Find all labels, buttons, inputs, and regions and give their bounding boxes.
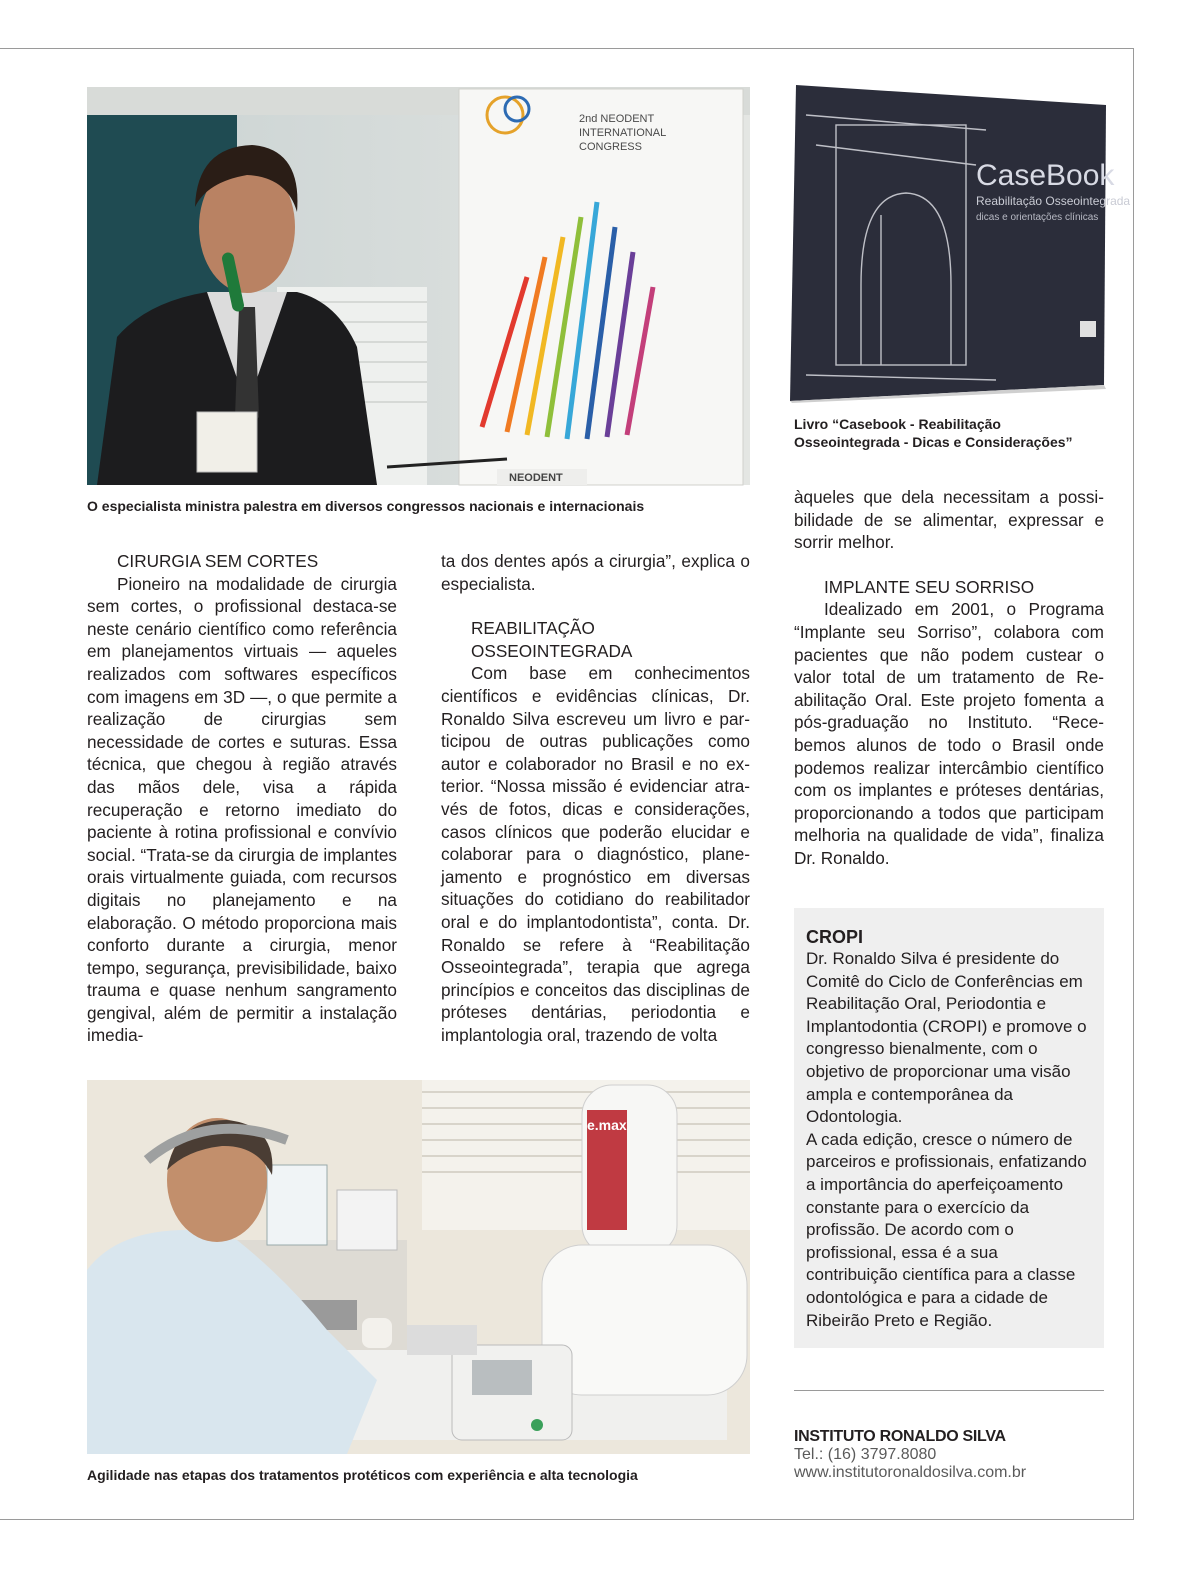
paragraph-continuation-col3: àqueles que dela necessitam a possibilidade de se alimentar, expressar e sorrir melhor. bbox=[794, 487, 1104, 553]
lab-photo-caption: Agilidade nas etapas dos tratamentos protéticos com experiência e alta tecnologia bbox=[87, 1467, 638, 1483]
section-heading-implante: IMPLANTE SEU SORRISO bbox=[824, 576, 1035, 597]
institute-phone: Tel.: (16) 3797.8080 bbox=[794, 1446, 937, 1463]
paragraph-reabilitacao: Com base em conhecimentos científicos e evidências clínicas, Dr. Ronaldo Silva escreveu um livro e participou de outras publicações como autor e colaborador no Brasil e no exterior. “Nossa missão é evidenciar através de fotos, dicas e considerações, casos clínicos que poderão elucidar e colaborar para o diagnóstico, planejamento e prognóstico em diversas situações do cotidiano do reabilitador oral e do implantodontista”, conta. Dr. Ronaldo se refere à “Reabilitação Osseointegrada”, terapia que agrega princípios e conceitos das disciplinas de próteses dentárias, periodontia e implantologia oral, trazendo de volta bbox=[441, 663, 750, 1045]
section-heading-cirurgia: CIRURGIA SEM CORTES bbox=[117, 551, 319, 571]
paragraph-continuation: ta dos dentes após a cirurgia”, explica o especialista. bbox=[441, 551, 750, 594]
cropi-paragraph-2: A cada edição, cresce o número de parceiros e profissionais, enfatizando a importância do aperfeiçoamento constante para o exercício da profissão. De acordo com o profissional, essa é a sua contribuição científica para a classe odontológica e para a cidade de Ribeirão Preto e Região. bbox=[806, 1129, 1087, 1330]
banner-logo: NEODENT bbox=[509, 472, 563, 484]
book-tagline: dicas e orientações clínicas bbox=[976, 212, 1099, 223]
paragraph-cirurgia: Pioneiro na modalidade de cirurgia sem cortes, o profissional destaca-se neste cenário científico como referência em planejamentos virtuais — aqueles realizados com softwares específicos com imagens em 3D —, o que permite a realização de cirurgias sem necessidade de cortes e suturas. Essa técnica, que chegou à região através das mãos dele, visa a rápida recuperação e retorno imediato do paciente à rotina profissional e convívio social. “Trata-se da cirurgia de implantes orais virtualmente guiada, com recursos digitais no planejamento e na elaboração. O método proporciona mais conforto durante a cirurgia, menor tempo, segurança, previsibilidade, baixo trauma e quase nenhum sangramento gengival, além de permitir a instalação imedia- bbox=[87, 573, 397, 1046]
section-heading-reabilitacao-2: OSSEOINTEGRADA bbox=[471, 640, 633, 661]
cropi-title: CROPI bbox=[806, 927, 864, 947]
banner-line-3: CONGRESS bbox=[579, 141, 642, 153]
cropi-sidebar bbox=[794, 908, 1104, 1348]
speaker-photo bbox=[87, 87, 750, 485]
paragraph-implante: Idealizado em 2001, o Programa “Implante seu Sorriso”, colabora com pacientes que não podem custear o valor total de um tratamento de Reabilitação Oral. Este projeto fomenta a pós-graduação no Instituto. “Recebemos alunos de todo o Brasil onde podemos realizar intercâmbio científico com os implantes e próteses dentárias, proporcionando a todos que participam melhoria na qualidade de vida”, finaliza Dr. Ronaldo. bbox=[794, 599, 1104, 868]
section-heading-reabilitacao-1: REABILITAÇÃO bbox=[471, 618, 595, 639]
article-column-2 bbox=[441, 550, 750, 1046]
furnace-label: e.max bbox=[587, 1117, 627, 1133]
contact-block bbox=[794, 1428, 1026, 1482]
speaker-photo-caption: O especialista ministra palestra em diversos congressos nacionais e internacionais bbox=[87, 498, 645, 514]
cropi-paragraph-1: Dr. Ronaldo Silva é presidente do Comitê do Ciclo de Conferências em Reabilitação Oral, Periodontia e Implantodontia (CROPI) e promove o congresso bienalmente, com o objetivo de proporcionar uma visão ampla e contemporânea da Odontologia. bbox=[806, 949, 1087, 1127]
institute-name: INSTITUTO RONALDO SILVA bbox=[794, 1428, 1006, 1445]
book-title: CaseBook bbox=[976, 159, 1115, 192]
banner-line-2: INTERNATIONAL bbox=[579, 127, 667, 139]
book-photo bbox=[786, 85, 1131, 403]
banner-line-1: 2nd NEODENT bbox=[579, 113, 655, 125]
contact-divider bbox=[794, 1390, 1104, 1391]
article-column-3 bbox=[794, 486, 1104, 870]
lab-photo bbox=[87, 1080, 750, 1454]
institute-website-link[interactable]: www.institutoronaldosilva.com.br bbox=[794, 1464, 1027, 1481]
book-subtitle: Reabilitação Osseointegrada bbox=[976, 194, 1131, 208]
article-column-1 bbox=[87, 550, 397, 1047]
book-photo-caption: Livro “Casebook - Reabilitação Osseointegrada - Dicas e Considerações” bbox=[794, 416, 1073, 450]
